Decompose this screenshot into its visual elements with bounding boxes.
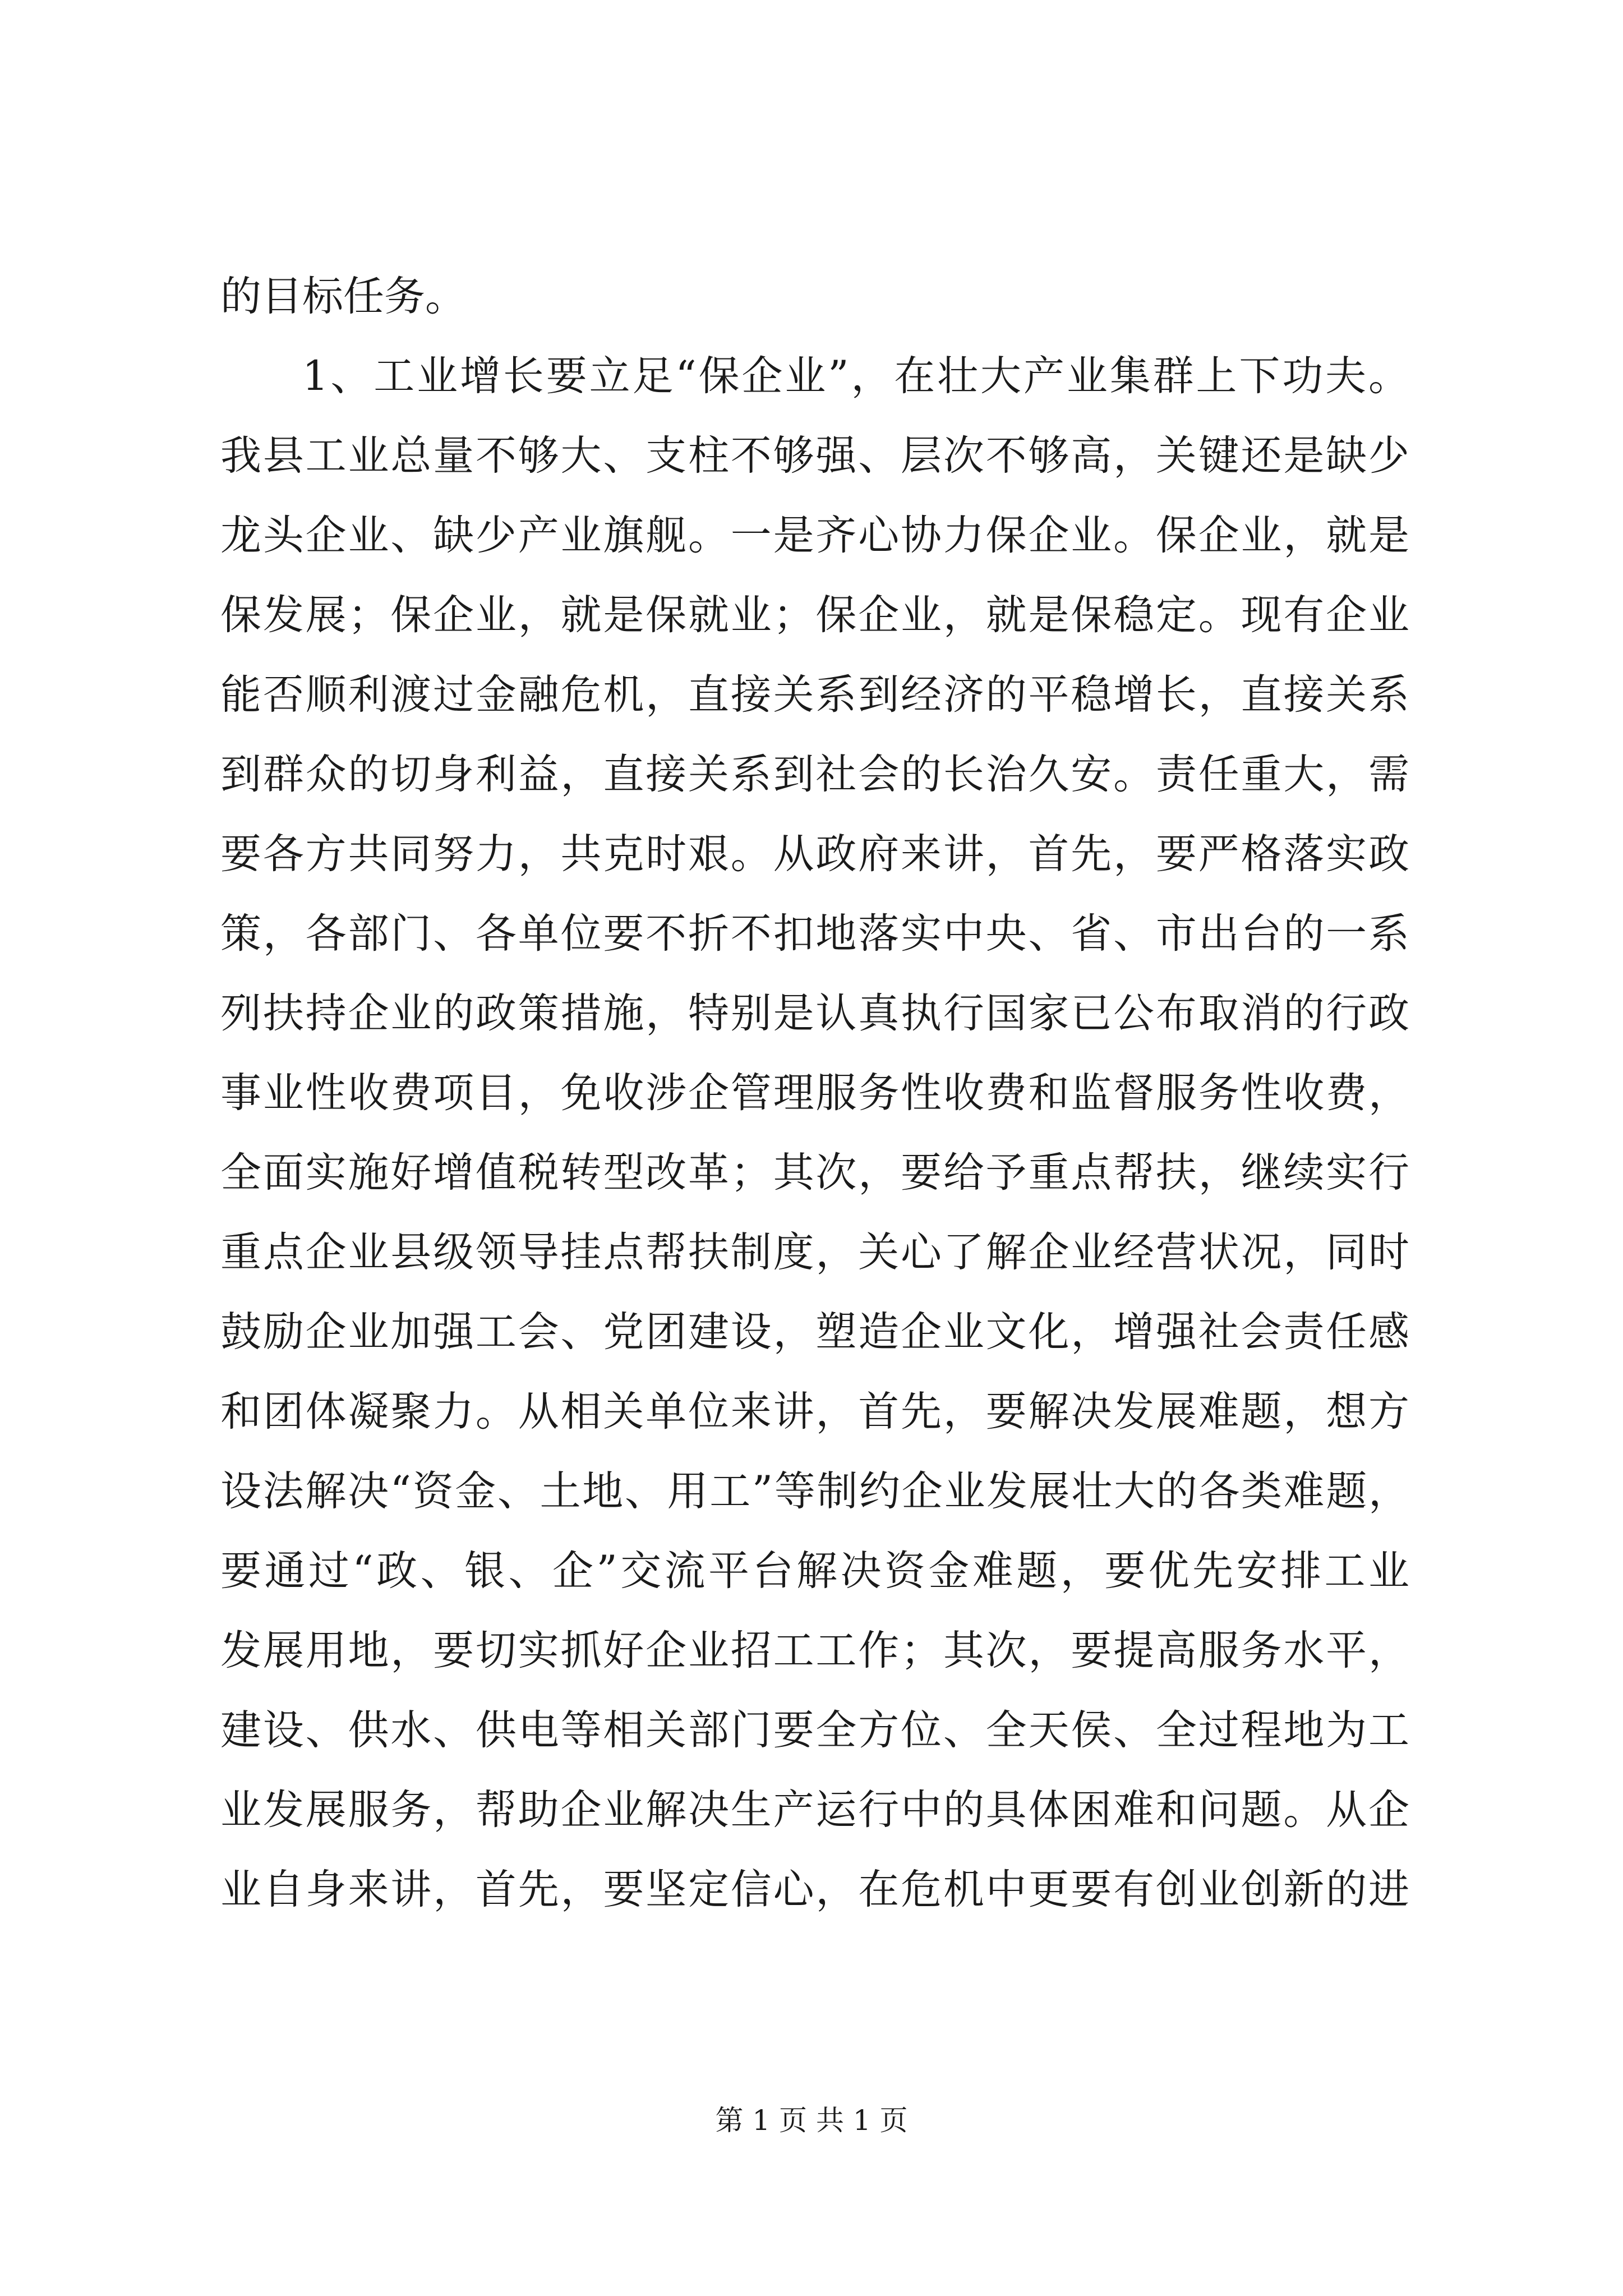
text-line-5: 保发展；保企业，就是保就业；保企业，就是保稳定。现有企业 bbox=[220, 591, 1409, 639]
page-footer: 第 1 页 共 1 页 bbox=[715, 2104, 908, 2137]
text-line-8: 要各方共同努力，共克时艰。从政府来讲，首先，要严格落实政 bbox=[220, 830, 1409, 878]
text-line-15: 和团体凝聚力。从相关单位来讲，首先，要解决发展难题，想方 bbox=[220, 1388, 1409, 1435]
text-line-12: 全面实施好增值税转型改革；其次，要给予重点帮扶，继续实行 bbox=[220, 1149, 1409, 1197]
text-line-10: 列扶持企业的政策措施，特别是认真执行国家已公布取消的行政 bbox=[220, 990, 1409, 1037]
text-line-6: 能否顺利渡过金融危机，直接关系到经济的平稳增长，直接关系 bbox=[220, 671, 1409, 719]
text-line-13: 重点企业县级领导挂点帮扶制度，关心了解企业经营状况，同时 bbox=[220, 1228, 1409, 1276]
text-line-14: 鼓励企业加强工会、党团建设，塑造企业文化，增强社会责任感 bbox=[220, 1308, 1409, 1356]
text-line-16: 设法解决“资金、土地、用工”等制约企业发展壮大的各类难题， bbox=[220, 1467, 1409, 1515]
text-line-21: 业自身来讲，首先，要坚定信心，在危机中更要有创业创新的进 bbox=[220, 1866, 1409, 1913]
text-line-9: 策，各部门、各单位要不折不扣地落实中央、省、市出台的一系 bbox=[220, 910, 1409, 958]
text-line-1: 的目标任务。 bbox=[220, 273, 466, 320]
text-line-4: 龙头企业、缺少产业旗舰。一是齐心协力保企业。保企业，就是 bbox=[220, 512, 1409, 559]
text-line-7: 到群众的切身利益，直接关系到社会的长治久安。责任重大，需 bbox=[220, 751, 1409, 798]
text-line-3: 我县工业总量不够大、支柱不够强、层次不够高，关键还是缺少 bbox=[220, 432, 1409, 480]
text-line-17: 要通过“政、银、企”交流平台解决资金难题，要优先安排工业 bbox=[220, 1547, 1409, 1595]
text-line-19: 建设、供水、供电等相关部门要全方位、全天侯、全过程地为工 bbox=[220, 1706, 1409, 1754]
text-line-18: 发展用地，要切实抓好企业招工工作；其次，要提高服务水平， bbox=[220, 1627, 1409, 1674]
text-line-2: 1、工业增长要立足“保企业”，在壮大产业集群上下功夫。 bbox=[302, 352, 1409, 400]
body-text bbox=[220, 257, 1409, 1930]
text-line-20: 业发展服务，帮助企业解决生产运行中的具体困难和问题。从企 bbox=[220, 1786, 1409, 1834]
text-line-11: 事业性收费项目，免收涉企管理服务性收费和监督服务性收费， bbox=[220, 1069, 1409, 1117]
